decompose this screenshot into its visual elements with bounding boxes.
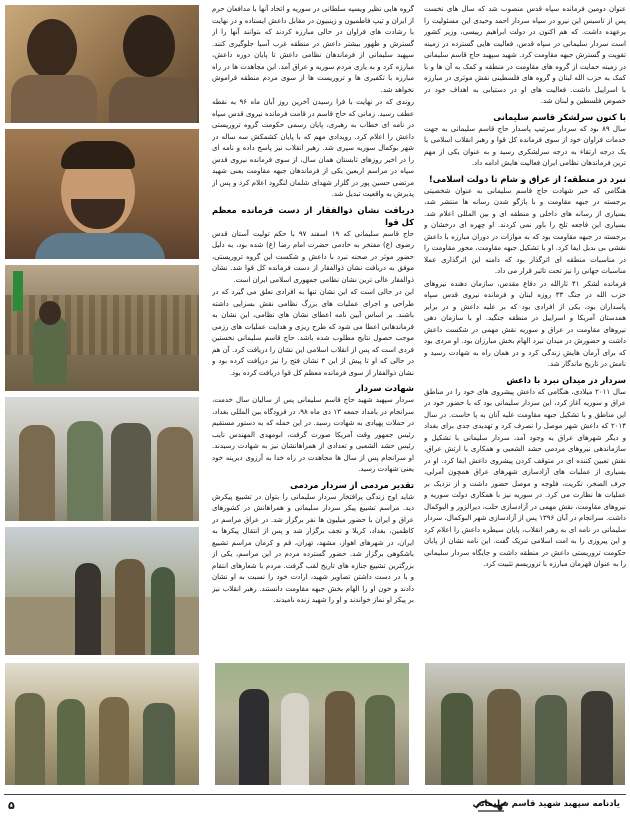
footer-divider: [4, 794, 626, 795]
heading-public-tribute: تقدیر مردمی از سردار مردمی: [290, 479, 414, 490]
footer-title: یادنامه سپهبد شهید قاسم سلیمانی: [472, 799, 620, 809]
heading-regional-battle: نبرد در منطقه؛ از عراق و شام تا دولت اسلامی!: [428, 173, 626, 184]
photo-bottom-middle-walk: [214, 662, 410, 786]
right-p1: سال ۸۹ بود که سردار سرتیپ پاسدار حاج قاسم سلیمانی به جهت خدمات فراوان خود از سوی فرمانده کل قوا و رهبر انقلاب اسلامی با یک درجه ارتقاء به درجه سرلشکری رسید و به عنوان یکی از مهم ترین فرماندهان نظامی ایران فعالیت هایش ادامه داد.: [424, 124, 626, 167]
photo-portrait-closeup: [4, 128, 200, 260]
page-number: ۵: [8, 799, 15, 812]
photo-bottom-left-soldiers: [4, 662, 200, 786]
right-p3: فرمانده لشکر ۴۱ ثارالله در دفاع مقدس، سازمان دهنده نیروهای حزب الله در جنگ ۳۳ روزه لبنان و فرمانده نیروی قدس سپاه پاسداران بود، یکی از افرادی بود که بر علیه داعش و در برابر همدستان آمریکا و اسراییل در منطقه جنگید. او با سازمان دهی نیروهای مقاومت در عراق و سوریه نقش مهمی در شکست داعش داشت و حضورش در میدان نبرد الهام بخش مبارزان بود. او مردی بود که برای آرمان هایش زندگی کرد و در همان راه به شهادت رسید و نامش در تاریخ ماندگار شد.: [424, 279, 626, 368]
middle-p4: شاید اوج زندگی پرافتخار سردار سلیمانی را بتوان در تشییع پیکرش دید. مراسم تشییع پیکر سردار سلیمانی و همراهانش در کشورهای عراق و ایران با حضور میلیون ها نفر برگزار شد. در عراق مراسم در کاظمین، بغداد، کربلا و نجف برگزار شد و پس از انتقال پیکرها به ایران، در شهرهای اهواز، مشهد، تهران، قم و کرمان مراسم تشییع باشکوهی برگزار شد. حضور گسترده مردم در این مراسم، یکی از بزرگترین تشییع جنازه های تاریخ لقب گرفت. مردم با شعارهای انتقام و با در دست داشتن تصاویر شهید، ارادت خود را نسبت به او نشان دادند و خون او را الهام بخش جبهه مقاومت دانستند. رهبر انقلاب نیز بر پیکر او نماز خواندند و او را شهید زنده نامیدند.: [212, 492, 414, 604]
heading-zolfaghar-medal: دریافت نشان ذوالفقار از دست فرمانده معظم کل قوا: [212, 204, 414, 227]
middle-p0: روندی که در نهایت با فرا رسیدن آخرین روز آبان ماه ۹۶ به نقطه عطف رسید. زمانی که حاج قاسم در قامت فرمانده نیروی قدس سپاه در نامه ای خطاب به رهبری، پایان رسمی حکومت گروه تروریستی داعش را اعلام کرد. رویدادی مهم که با پایان کشمکش سه ساله در شهر بوکمال سوریه سپری شد. رهبر انقلاب نیز پاسخ داده و نامه ای را در اخیر روزهای تابستان همان سال، از سوی فرمانده نیروی قدس سپاه در مراسم اربعین یکی از فرماندهان جبهه مقاومت یعنی شهید مرتضی حسین پور در گلزار شهدای شلمان لنگرود اعلام کرد و پس از پذیرش به واقعیت تبدیل شد.: [212, 98, 414, 198]
page-footer: [0, 790, 630, 820]
right-p2: هنگامی که خبر شهادت حاج قاسم سلیمانی به عنوان شخصیتی برجسته در جبهه مقاومت و با بازگو شدن رسانه ها منتشر شد، بسیاری از رسانه های داخلی و منطقه ای و بین المللی اعلام شد. بسیاری این فاجعه تلخ را باور نمی کردند. او چهره ای درخشان و برجسته در جبهه مقاومت بود که به موازات در دوران مبارزه با داعش نقشی بی بدیل ایفا کرد. او با تشکیل جبهه مقاومت، محور مقاومت را در مناسبات منطقه ای اثرگذار بود که دامنه این اثرگذاری عملا مناسبات جهانی را نیز تحت تاثیر قرار می داد.: [424, 186, 626, 275]
heading-martyrdom: شهادت سردار: [356, 383, 414, 393]
column-middle: [212, 4, 414, 654]
middle-p2: این در حالی است که این نشان تنها به افرادی تعلق می گیرد که در طراحی و اجرای عملیات های بزرگ نظامی نقش بسزایی داشته باشند. بر اساس آیین نامه اعطای نشان های نظامی، این نشان به فرماندهانی اعطا می شود که طرح ریزی و هدایت عملیات های رزمی موجب حصول نتایج مطلوب شده باشد. حاج قاسم سلیمانی نخستین فردی است که پس از انقلاب اسلامی این نشان را دریافت کرد. آن هم در حالی که او تا پیش از این ۳ نشان فتح را نیز دریافت کرده بود و نشان ذوالفقار از سوی فرمانده معظم کل قوا دریافت کرده بود.: [212, 288, 414, 377]
heading-battle-isis: سردار در میدان نبرد با داعش: [506, 374, 626, 385]
photo-bottom-right-group: [424, 662, 626, 786]
photo-commanders-group: [4, 396, 200, 522]
middle-p3: سردار سپهبد شهید حاج قاسم سلیمانی پس از سالیان سال خدمت، سرانجام در بامداد جمعه ۱۳ دی ماه ۹۸، در فرودگاه بین المللی بغداد، در حملات پهپادی به شهادت رسید. در این حمله که به دستور مستقیم رئیس جمهور وقت آمریکا صورت گرفت، ابومهدی المهندس نایب رئیس حشد الشعبی و تعدادی از همراهانشان نیز به شهادت رسیدند. او سرانجام پس از سال ها مجاهدت در راه خدا به آرزوی دیرینه خود یعنی شهادت رسید.: [212, 396, 414, 473]
middle-intro: گروه هایی نظیر ویسپه سلطانی در سوریه و اتحاد آنها با مدافعان حرم از ایران و تیپ فاطمیون و زینبیون در مقابل داعش ایستاده و در نهایت با رشادت های فراوان در حالی مبارزه کردند که بتوانند آنها را از گسترش و ظهور بیشتر داعش در منطقه غرب آسیا جلوگیری کنند. سپهبد سلیمانی از فرماندهان نظامی داعش تا پایان دوره داعش، مبارزه کرد و به یاری مردم سوریه و عراق آمد. این مجاهدت ها در راه مبارزه با تکفیری ها و تروریست ها از سوی مردم منطقه فراموش نخواهد شد.: [212, 5, 414, 94]
column-right: [424, 4, 626, 654]
right-p4: سال ۲۰۱۱ میلادی، هنگامی که داعش پیشروی های خود را در مناطق عراق و سوریه آغاز کرد، این سردار سلیمانی بود که با حضور خود در این مناطق و با تشکیل جبهه مقاومت علیه آنان به پا خاست. در سال ۲۰۱۴ که داعش شهر موصل را تصرف کرد و تهدیدی جدی برای بغداد و دیگر شهرهای عراق به وجود آمد، سردار سلیمانی با تشکیل و سازماندهی نیروهای مردمی حشد الشعبی و همکاری با ارتش عراق، نقش تعیین کننده ای در متوقف کردن پیشروی داعش ایفا کرد. او در بسیاری از عملیات های آزادسازی شهرهای عراق همچون آمرلی، جرف الصخر، تکریت، فلوجه و موصل حضور داشت و از نزدیک بر عملیات ها نظارت می کرد. در سوریه نیز با همکاری دولت سوریه و نیروهای مقاومت، نقش مهمی در آزادسازی حلب، دیرالزور و البوکمال داشت. سرانجام در آبان ۱۳۹۶ پس از آزادسازی شهر البوکمال، سردار سلیمانی در نامه ای به رهبر انقلاب، پایان سیطره داعش را اعلام کرد و این پیروزی را به امت اسلامی تبریک گفت. این نامه نشان از پایان حکومت تروریستی داعش در منطقه داشت و جایگاه سردار سلیمانی را به عنوان قهرمان مبارزه با تروریسم تثبیت کرد.: [424, 387, 626, 568]
heading-major-general: با کنون سرلشکر قاسم سلیمانی: [493, 111, 626, 122]
photo-youth-portraits: [4, 4, 200, 124]
right-intro: عنوان دومین فرمانده سپاه قدس منصوب شد که سال های نخست پس از تاسیس این نیرو در سپاه سردار احمد وحیدی این مسئولیت را برعهده داشت. که هم اکنون در دولت ابراهیم رییسی، وزیر کشور است سردار سلیمانی در سپاه قدس، فعالیت هایی گسترده در زمینه تقویت و گسترش جبهه مقاومت کرد. شهید سپهبد حاج قاسم سلیمانی در زمینه حمایت از گروه های مقاومت در منطقه و کمک به آن ها و با کمک به حزب الله لبنان و گروه های فلسطینی نقش موثری در مبارزه با اسراییل داشت. فعالیت های او در دستیابی به اهداف خود در خصوص فلسطین و لبنان شد.: [424, 5, 626, 105]
middle-p1: حاج قاسم سلیمانی که ۱۹ اسفند ۹۷ با حکم تولیت آستان قدس رضوی (ع) مفتخر به خادمی حضرت امام رضا (ع) شده بود، به دلیل حضور موثر در صحنه نبرد با داعش و شکست این گروه تروریستی، موفق به دریافت نشان ذوالفقار از دست فرمانده کل قوا شد. نشان ذوالفقار عالی ترین نشان نظامی جمهوری اسلامی ایران است.: [212, 229, 414, 284]
photo-speech-crowd: [4, 264, 200, 392]
photo-field-visit: [4, 526, 200, 656]
